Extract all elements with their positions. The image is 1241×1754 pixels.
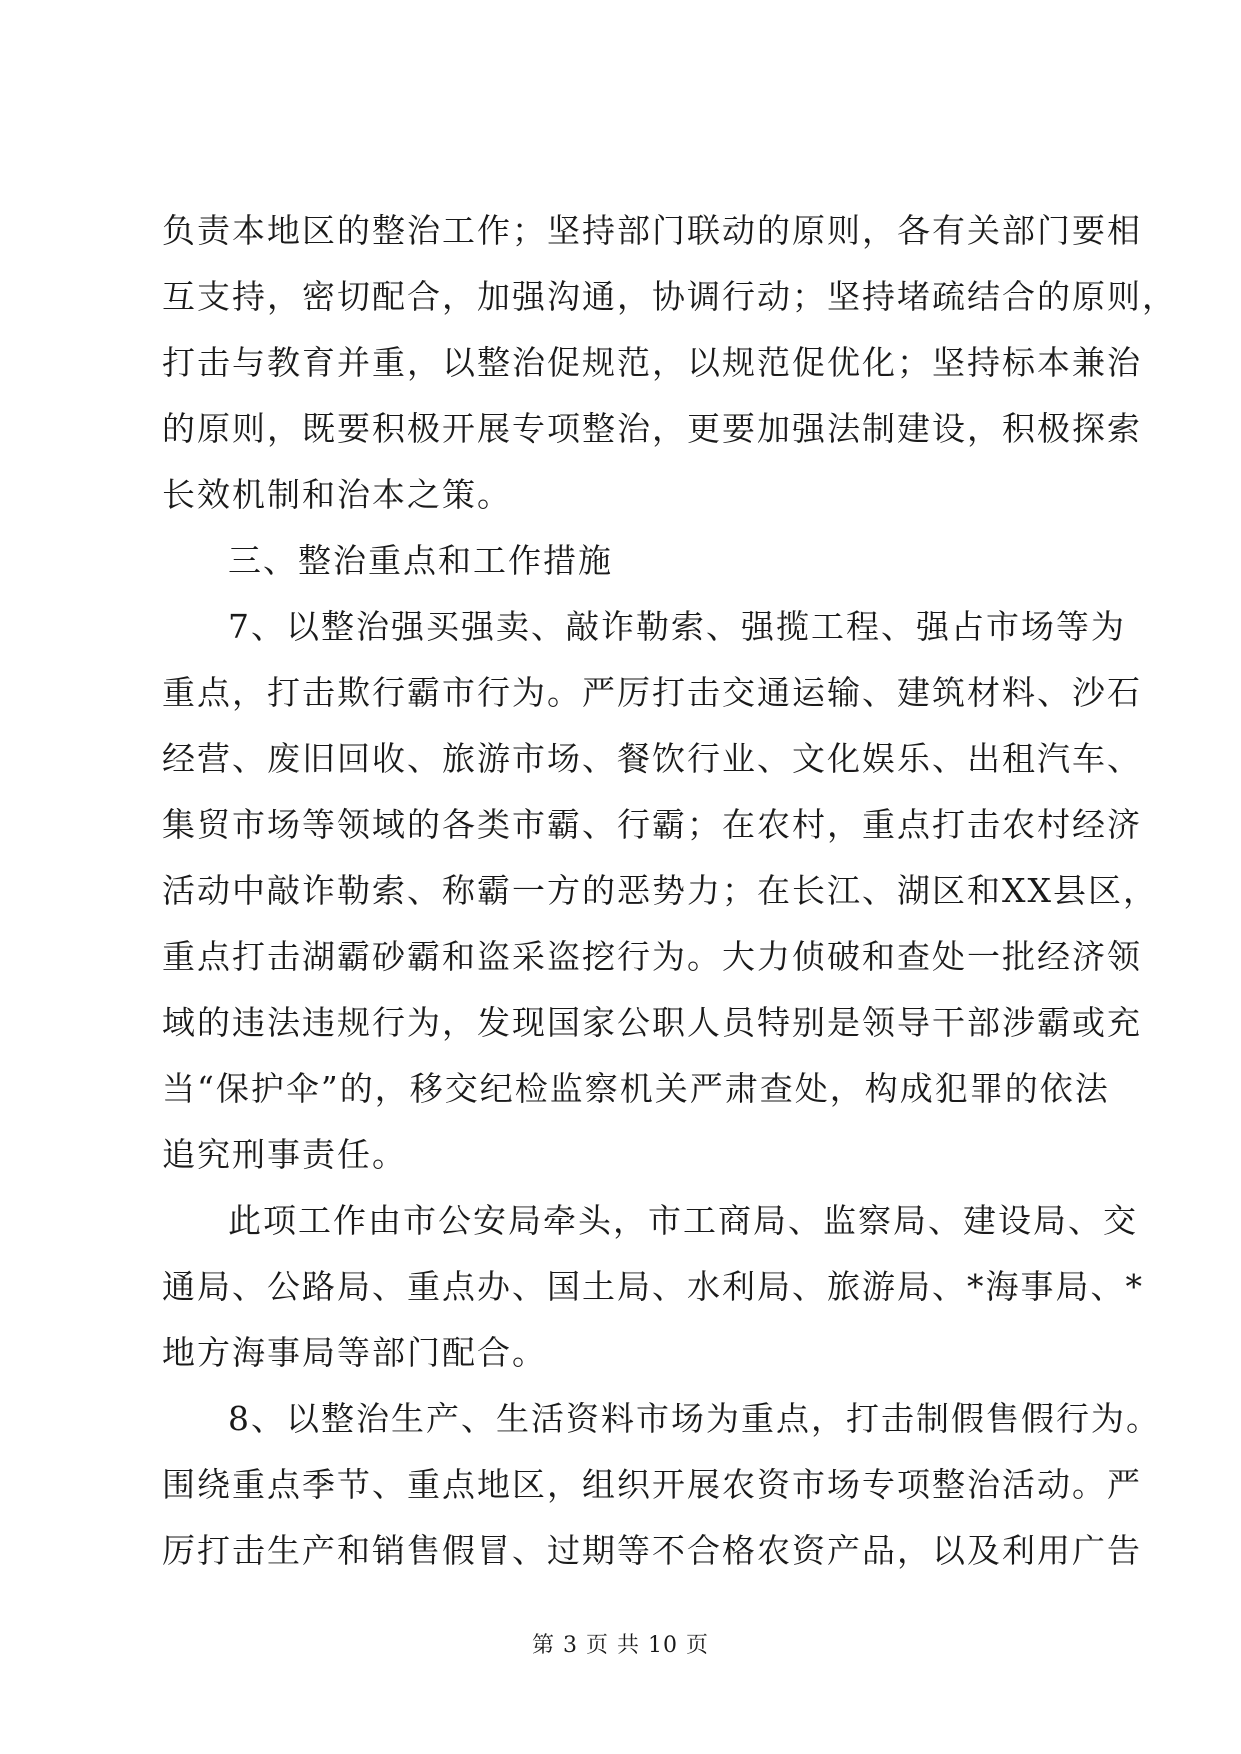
text-line: 通局、公路局、重点办、国土局、水利局、旅游局、*海事局、* — [162, 1267, 1144, 1306]
text-line: 围绕重点季节、重点地区，组织开展农资市场专项整治活动。严 — [162, 1465, 1142, 1504]
text-line: 7、以整治强买强卖、敲诈勒索、强揽工程、强占市场等为 — [228, 607, 1126, 646]
text-line: 活动中敲诈勒索、称霸一方的恶势力；在长江、湖区和XX县区， — [162, 871, 1158, 910]
text-line: 当“保护伞”的，移交纪检监察机关严肃查处，构成犯罪的依法 — [162, 1069, 1110, 1108]
text-line: 追究刑事责任。 — [162, 1135, 407, 1174]
body-text — [162, 198, 1177, 1584]
text-line: 负责本地区的整治工作；坚持部门联动的原则，各有关部门要相 — [162, 211, 1142, 250]
text-line: 互支持，密切配合，加强沟通，协调行动；坚持堵疏结合的原则， — [162, 277, 1177, 316]
text-line: 重点，打击欺行霸市行为。严厉打击交通运输、建筑材料、沙石 — [162, 673, 1142, 712]
text-line: 集贸市场等领域的各类市霸、行霸；在农村，重点打击农村经济 — [162, 805, 1142, 844]
text-line: 的原则，既要积极开展专项整治，更要加强法制建设，积极探索 — [162, 409, 1142, 448]
text-line: 经营、废旧回收、旅游市场、餐饮行业、文化娱乐、出租汽车、 — [162, 739, 1142, 778]
text-line: 打击与教育并重，以整治促规范，以规范促优化；坚持标本兼治 — [162, 343, 1142, 382]
text-line: 8、以整治生产、生活资料市场为重点，打击制假售假行为。 — [228, 1399, 1161, 1438]
text-line: 此项工作由市公安局牵头，市工商局、监察局、建设局、交 — [228, 1201, 1138, 1240]
text-line: 长效机制和治本之策。 — [162, 475, 512, 514]
section-heading: 三、整治重点和工作措施 — [228, 541, 613, 580]
text-line: 地方海事局等部门配合。 — [162, 1333, 547, 1372]
page-number-footer: 第 3 页 共 10 页 — [532, 1633, 709, 1658]
text-line: 域的违法违规行为，发现国家公职人员特别是领导干部涉霸或充 — [162, 1003, 1142, 1042]
text-line: 厉打击生产和销售假冒、过期等不合格农资产品，以及利用广告 — [162, 1531, 1142, 1570]
text-line: 重点打击湖霸砂霸和盗采盗挖行为。大力侦破和查处一批经济领 — [162, 937, 1142, 976]
